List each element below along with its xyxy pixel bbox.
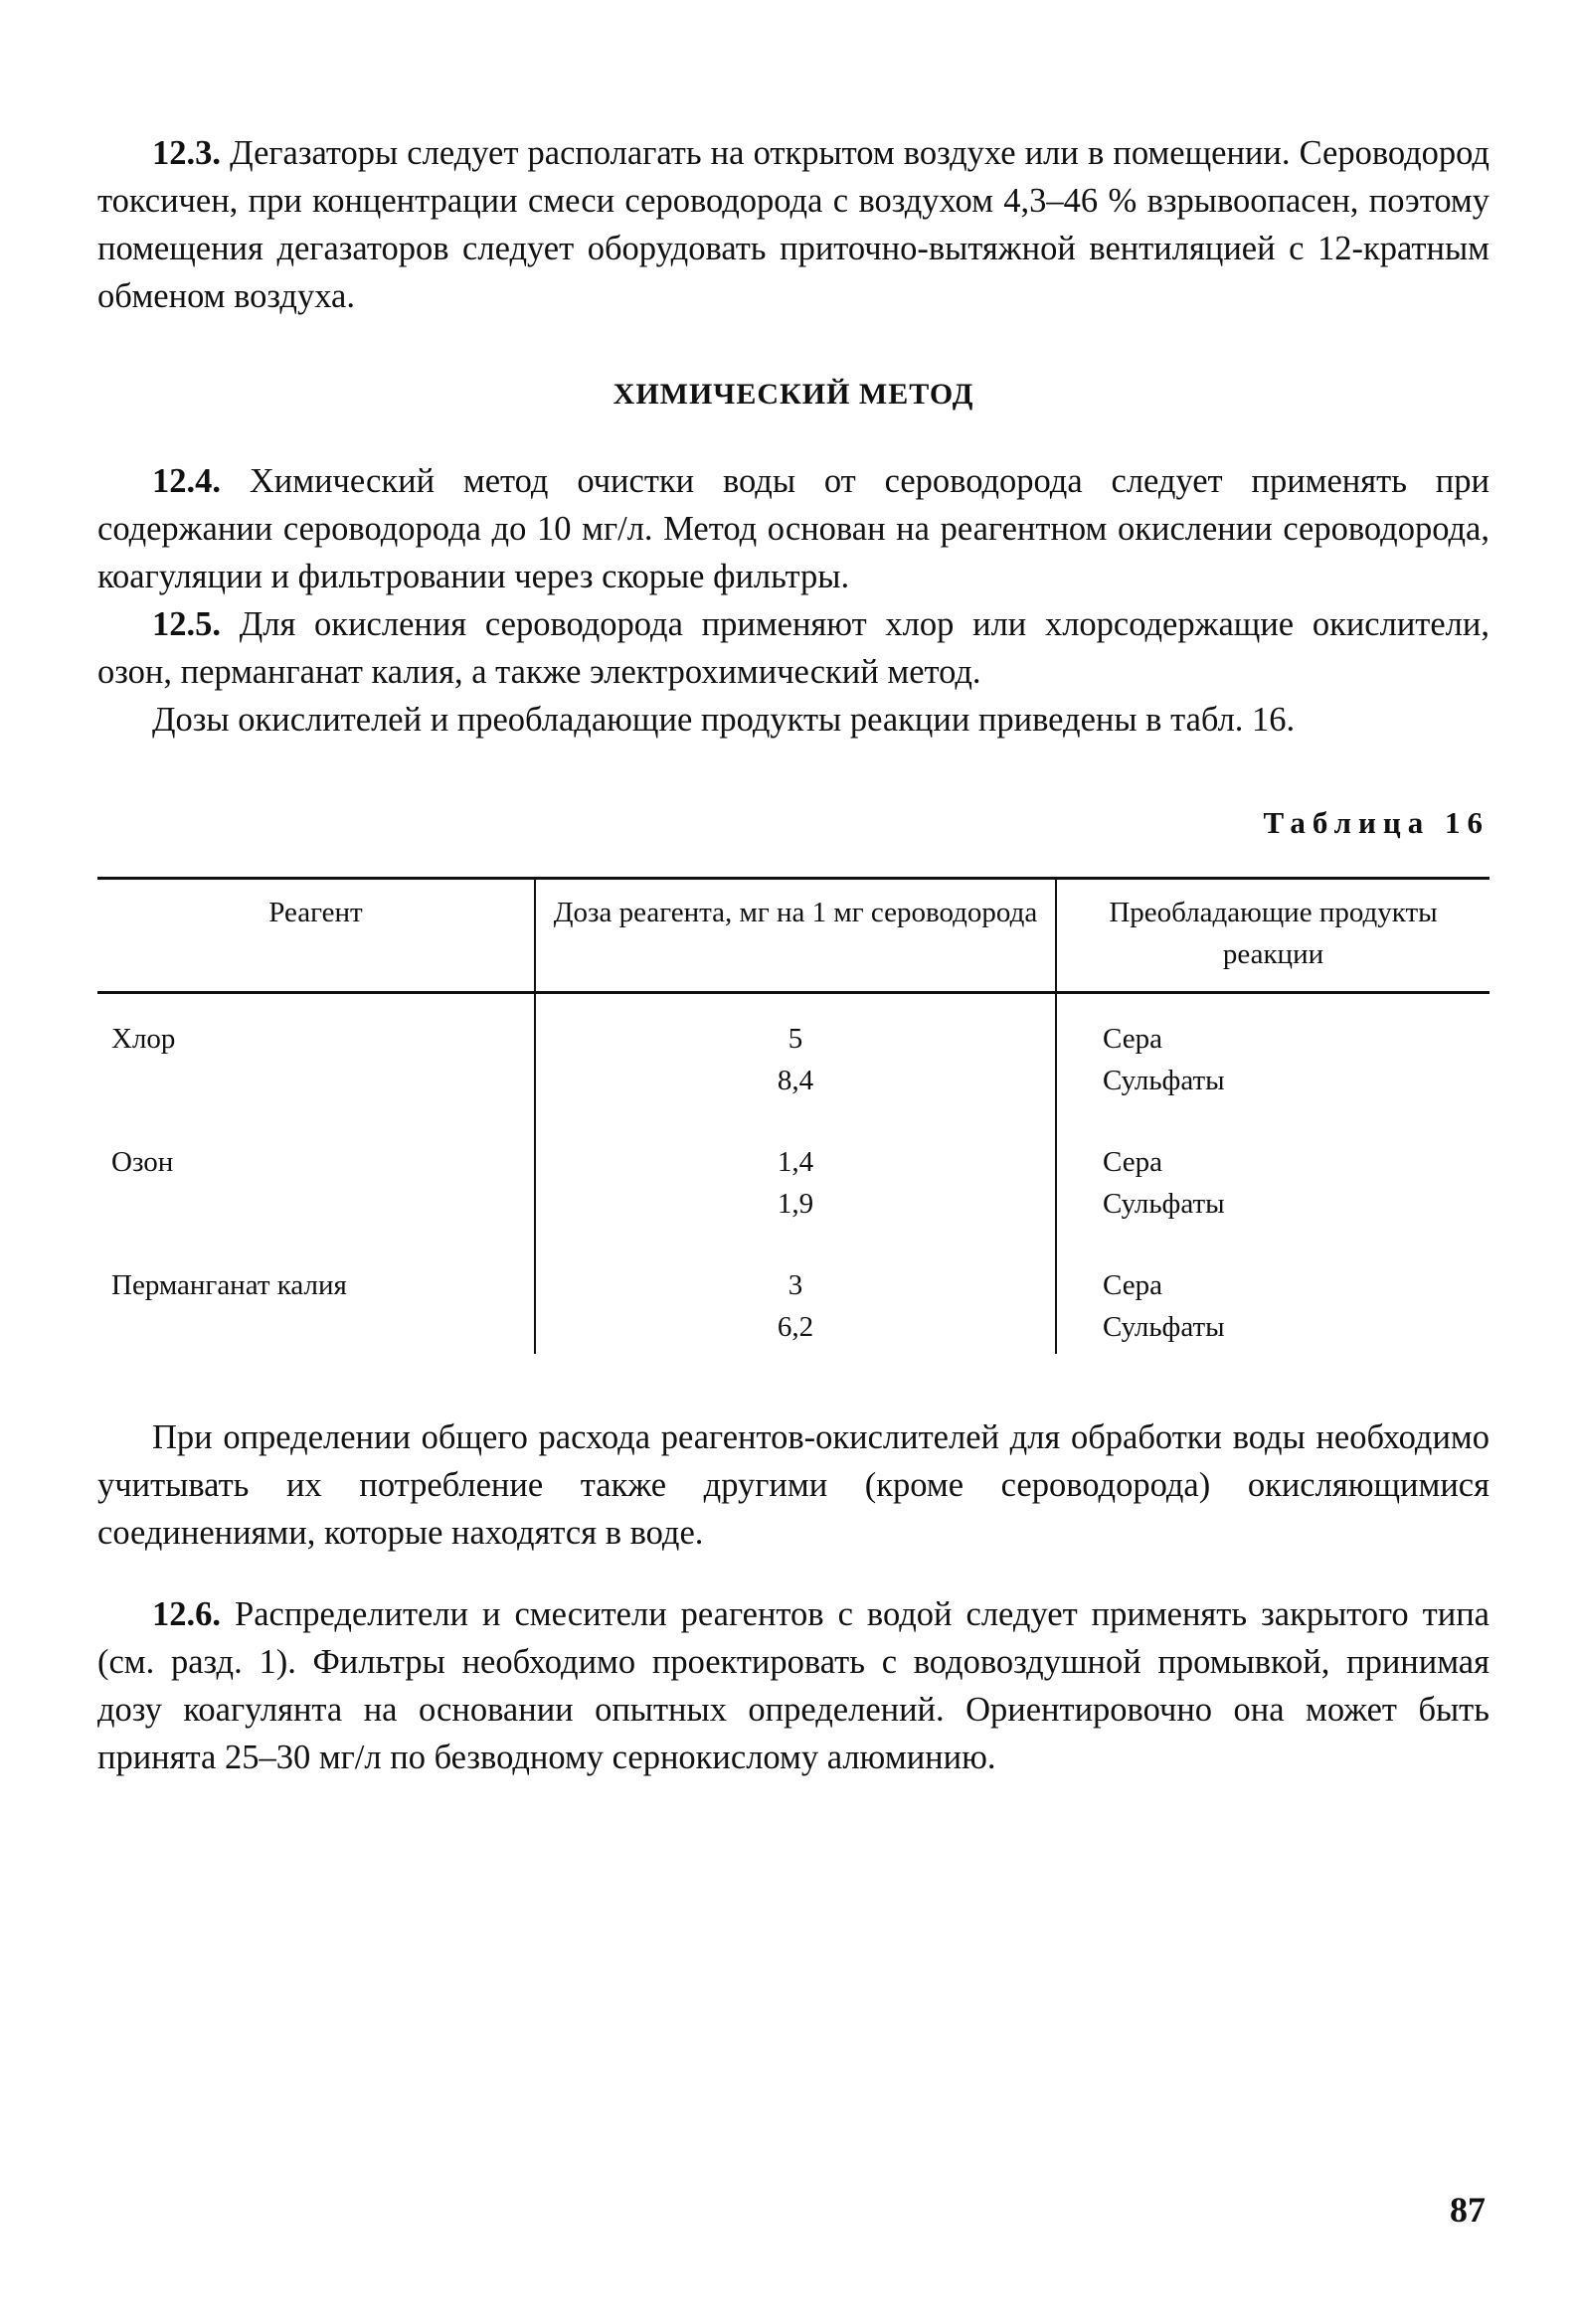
cell-reagent: Хлор: [111, 1023, 176, 1055]
page-number: 87: [1450, 2190, 1486, 2230]
paragraph-12-6: [97, 1590, 1489, 1781]
header-products: Преобладающие продукты реакции: [1056, 879, 1489, 993]
table-row: [97, 1060, 1489, 1101]
cell-reagent: Перманганат калия: [111, 1269, 347, 1301]
cell-reagent: Озон: [111, 1146, 174, 1178]
cell-product: Сульфаты: [1056, 1183, 1489, 1225]
cell-product: Сера: [1056, 1225, 1489, 1306]
table-16: [97, 877, 1489, 1354]
clause-number: 12.3.: [152, 134, 221, 172]
clause-number: 12.4.: [152, 462, 221, 500]
cell-dose: 1,4: [535, 1101, 1056, 1183]
clause-number: 12.6.: [152, 1595, 221, 1633]
table-caption: Таблица 16: [1263, 805, 1489, 840]
document-page: [97, 129, 1489, 1781]
cell-dose: 5: [535, 993, 1056, 1061]
paragraph-12-4: [97, 457, 1489, 600]
paragraph-after-table: При определении общего расхода реагентов-окислителей для обработки воды необходимо учитывать их потребление также другими (кроме сероводорода) окисляющимися соединениями, которые находятся в воде.: [97, 1418, 1489, 1552]
paragraph-12-5: [97, 600, 1489, 696]
table-header-row: [97, 879, 1489, 993]
cell-reagent: [97, 1306, 535, 1354]
table-row: [97, 1225, 1489, 1306]
cell-dose: 1,9: [535, 1183, 1056, 1225]
cell-dose: 6,2: [535, 1306, 1056, 1354]
header-dose: Доза реагента, мг на 1 мг сероводорода: [535, 879, 1056, 993]
cell-dose: 3: [535, 1225, 1056, 1306]
table-row: [97, 993, 1489, 1061]
cell-dose: 8,4: [535, 1060, 1056, 1101]
table-row: [97, 1183, 1489, 1225]
clause-number: 12.5.: [152, 605, 221, 643]
table-row: [97, 1101, 1489, 1183]
paragraph-text: Для окисления сероводорода применяют хлор или хлорсодержащие окислители, озон, перманганат калия, а также электрохимический метод.: [97, 605, 1489, 691]
cell-product: Сера: [1056, 1101, 1489, 1183]
cell-product: Сульфаты: [1056, 1060, 1489, 1101]
paragraph-text: Распределители и смесители реагентов с водой следует применять закрытого типа (см. разд. 1). Фильтры необходимо проектировать с водовоздушной промывкой, принимая дозу коагулянта на основании опытных определений. Ориентировочно она может быть принята 25–30 мг/л по безводному сернокислому алюминию.: [97, 1595, 1489, 1776]
paragraph-text: Дегазаторы следует располагать на открытом воздухе или в помещении. Сероводород токсичен, при концентрации смеси сероводорода с воздухом 4,3–46 % взрывоопасен, поэтому помещения дегазаторов следует оборудовать приточно-вытяжной вентиляцией с 12-кратным обменом воздуха.: [97, 134, 1489, 315]
section-heading: ХИМИЧЕСКИЙ МЕТОД: [613, 378, 974, 411]
cell-product: Сера: [1056, 993, 1489, 1061]
paragraph-doses: Дозы окислителей и преобладающие продукты реакции приведены в табл. 16.: [152, 701, 1296, 739]
cell-reagent: [97, 1060, 535, 1101]
paragraph-12-3: [97, 129, 1489, 320]
table-row: [97, 1306, 1489, 1354]
header-reagent: Реагент: [97, 879, 535, 993]
cell-product: Сульфаты: [1056, 1306, 1489, 1354]
paragraph-text: Химический метод очистки воды от сероводорода следует применять при содержании сероводорода до 10 мг/л. Метод основан на реагентном окислении сероводорода, коагуляции и фильтровании через скорые фильтры.: [97, 462, 1489, 595]
cell-reagent: [97, 1183, 535, 1225]
